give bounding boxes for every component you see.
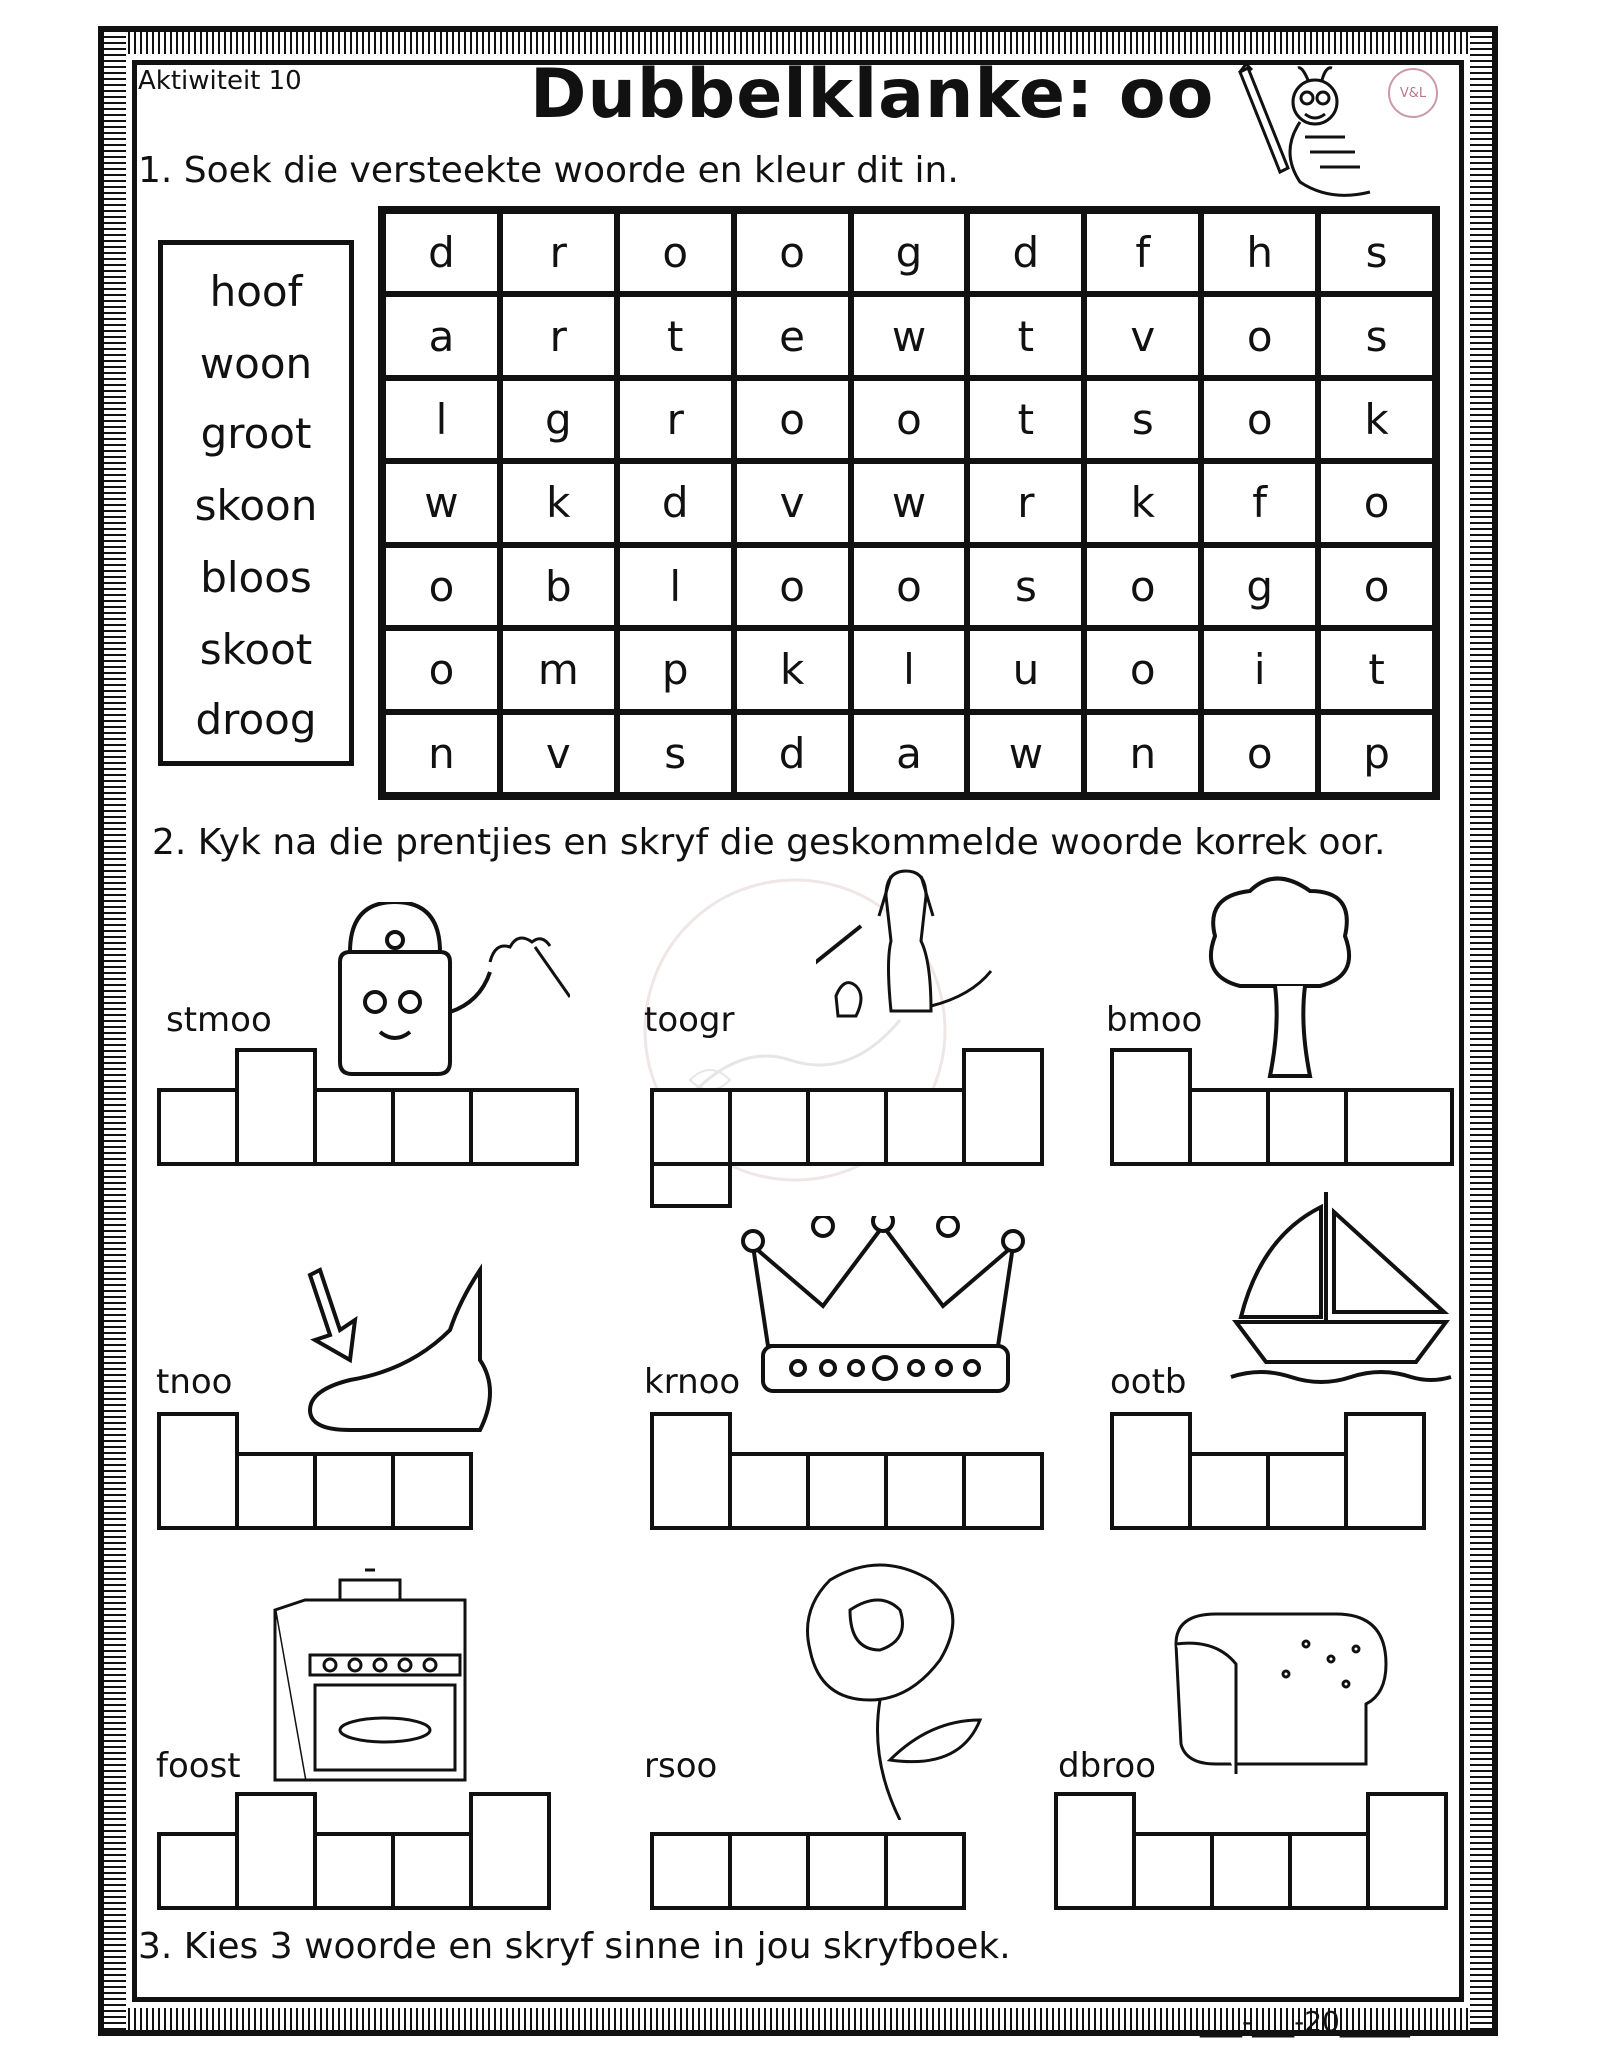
grid-cell[interactable]: d: [967, 211, 1084, 294]
page-title: Dubbelklanke: oo: [530, 55, 1215, 134]
grid-cell[interactable]: v: [734, 461, 851, 544]
instruction-3: 3. Kies 3 woorde en skryf sinne in jou skryfboek.: [138, 1926, 1011, 1967]
grid-cell[interactable]: t: [1318, 628, 1435, 711]
grid-cell[interactable]: s: [1084, 378, 1201, 461]
grid-cell[interactable]: d: [383, 211, 500, 294]
grid-cell[interactable]: o: [383, 628, 500, 711]
letter-box[interactable]: [1110, 1048, 1192, 1166]
letter-box[interactable]: [313, 1832, 395, 1910]
grid-cell[interactable]: o: [617, 211, 734, 294]
grid-cell[interactable]: o: [383, 545, 500, 628]
stove-icon: [270, 1560, 470, 1790]
grid-cell[interactable]: g: [500, 378, 617, 461]
grid-cell[interactable]: w: [851, 294, 968, 377]
scrambled-word-toogr: toogr: [644, 1000, 735, 1040]
scrambled-word-stmoo: stmoo: [166, 1000, 272, 1040]
grid-cell[interactable]: o: [1318, 545, 1435, 628]
letter-box[interactable]: [884, 1832, 966, 1910]
grid-cell[interactable]: o: [1318, 461, 1435, 544]
grid-cell[interactable]: p: [1318, 712, 1435, 795]
grid-cell[interactable]: s: [1318, 211, 1435, 294]
grid-cell[interactable]: w: [851, 461, 968, 544]
grid-cell[interactable]: s: [967, 545, 1084, 628]
letter-box[interactable]: [235, 1452, 317, 1530]
grid-cell[interactable]: l: [617, 545, 734, 628]
word-list-item: skoot: [199, 625, 313, 674]
letter-box[interactable]: [235, 1792, 317, 1910]
scrambled-word-foost: foost: [156, 1746, 241, 1786]
instruction-2: 2. Kyk na die prentjies en skryf die geskommelde woorde korrek oor.: [152, 822, 1386, 863]
letter-box[interactable]: [391, 1088, 473, 1166]
letter-box[interactable]: [884, 1088, 966, 1166]
letter-box[interactable]: [1054, 1792, 1136, 1910]
word-list-item: droog: [195, 695, 317, 744]
grid-cell[interactable]: o: [734, 211, 851, 294]
word-list-item: bloos: [200, 553, 312, 602]
grid-cell[interactable]: o: [734, 545, 851, 628]
grid-cell[interactable]: o: [1201, 294, 1318, 377]
grid-cell[interactable]: w: [383, 461, 500, 544]
letter-box[interactable]: [650, 1412, 732, 1530]
grid-cell[interactable]: r: [500, 211, 617, 294]
grid-cell[interactable]: r: [967, 461, 1084, 544]
grid-cell[interactable]: d: [617, 461, 734, 544]
scrambled-word-tnoo: tnoo: [156, 1362, 233, 1402]
word-list-item: groot: [200, 409, 312, 458]
letter-box[interactable]: [1288, 1832, 1370, 1910]
letter-box[interactable]: [650, 1832, 732, 1910]
grid-cell[interactable]: l: [851, 628, 968, 711]
grid-cell[interactable]: n: [1084, 712, 1201, 795]
rose-icon: [770, 1560, 1010, 1820]
dog-icon: [816, 866, 1006, 1026]
letter-box[interactable]: [1266, 1088, 1348, 1166]
grid-cell[interactable]: t: [967, 378, 1084, 461]
letter-box[interactable]: [1344, 1412, 1426, 1530]
bread-icon: [1156, 1604, 1396, 1784]
word-list-item: skoon: [194, 481, 318, 530]
grid-cell[interactable]: g: [851, 211, 968, 294]
grid-cell[interactable]: o: [1201, 712, 1318, 795]
grid-cell[interactable]: w: [967, 712, 1084, 795]
border-pattern-right: [1470, 32, 1492, 2030]
activity-label: Aktiwiteit 10: [138, 66, 302, 96]
grid-cell[interactable]: g: [1201, 545, 1318, 628]
word-list-item: woon: [199, 339, 313, 388]
scrambled-word-bmoo: bmoo: [1106, 1000, 1203, 1040]
letter-box[interactable]: [1188, 1452, 1270, 1530]
border-pattern-top: [104, 32, 1492, 54]
word-search-grid: [378, 206, 1440, 800]
grid-cell[interactable]: e: [734, 294, 851, 377]
grid-cell[interactable]: k: [1318, 378, 1435, 461]
grid-cell[interactable]: f: [1201, 461, 1318, 544]
grid-cell[interactable]: t: [967, 294, 1084, 377]
word-list-box: [158, 240, 354, 766]
grid-cell[interactable]: v: [1084, 294, 1201, 377]
grid-cell[interactable]: p: [617, 628, 734, 711]
grid-cell[interactable]: o: [1201, 378, 1318, 461]
letter-box[interactable]: [806, 1088, 888, 1166]
letter-box[interactable]: [157, 1832, 239, 1910]
grid-cell[interactable]: k: [500, 461, 617, 544]
grid-cell[interactable]: o: [851, 545, 968, 628]
grid-cell[interactable]: d: [734, 712, 851, 795]
grid-cell[interactable]: f: [1084, 211, 1201, 294]
grid-cell[interactable]: r: [617, 378, 734, 461]
instruction-1: 1. Soek die versteekte woorde en kleur dit in.: [138, 150, 959, 191]
grid-cell[interactable]: k: [734, 628, 851, 711]
letter-box[interactable]: [235, 1048, 317, 1166]
letter-box[interactable]: [728, 1452, 810, 1530]
grid-cell[interactable]: n: [383, 712, 500, 795]
border-pattern-left: [104, 32, 126, 2030]
scrambled-word-krnoo: krnoo: [644, 1362, 741, 1402]
letter-box-tail[interactable]: [650, 1162, 732, 1208]
scrambled-word-dbroo: dbroo: [1058, 1746, 1156, 1786]
grid-cell[interactable]: l: [383, 378, 500, 461]
grid-cell[interactable]: h: [1201, 211, 1318, 294]
foot-icon: [280, 1260, 550, 1440]
letter-box[interactable]: [806, 1832, 888, 1910]
letter-box[interactable]: [1344, 1088, 1454, 1166]
letter-box[interactable]: [157, 1412, 239, 1530]
grid-cell[interactable]: v: [500, 712, 617, 795]
letter-box[interactable]: [1110, 1412, 1192, 1530]
grid-cell[interactable]: o: [1084, 628, 1201, 711]
letter-box[interactable]: [1210, 1832, 1292, 1910]
worm-with-pencil-icon: [1220, 62, 1380, 212]
letter-box[interactable]: [391, 1452, 473, 1530]
letter-box[interactable]: [806, 1452, 888, 1530]
grid-cell[interactable]: s: [1318, 294, 1435, 377]
grid-cell[interactable]: b: [500, 545, 617, 628]
grid-cell[interactable]: i: [1201, 628, 1318, 711]
word-list-item: hoof: [209, 267, 303, 316]
letter-box[interactable]: [650, 1088, 732, 1166]
kettle-icon: [330, 902, 570, 1092]
grid-cell[interactable]: s: [617, 712, 734, 795]
grid-cell[interactable]: a: [383, 294, 500, 377]
date-line[interactable]: ___-___-20_____: [1200, 2005, 1410, 2038]
letter-box[interactable]: [884, 1452, 966, 1530]
boat-icon: [1226, 1182, 1456, 1392]
letter-box[interactable]: [469, 1792, 551, 1910]
grid-cell[interactable]: a: [851, 712, 968, 795]
letter-box[interactable]: [469, 1088, 579, 1166]
letter-box[interactable]: [1266, 1452, 1348, 1530]
grid-cell[interactable]: o: [1084, 545, 1201, 628]
letter-box[interactable]: [157, 1088, 239, 1166]
grid-cell[interactable]: r: [500, 294, 617, 377]
letter-box[interactable]: [962, 1048, 1044, 1166]
letter-box[interactable]: [728, 1088, 810, 1166]
grid-cell[interactable]: k: [1084, 461, 1201, 544]
letter-box[interactable]: [391, 1832, 473, 1910]
letter-box[interactable]: [962, 1452, 1044, 1530]
grid-cell[interactable]: m: [500, 628, 617, 711]
letter-box[interactable]: [1132, 1832, 1214, 1910]
scrambled-word-ootb: ootb: [1110, 1362, 1187, 1402]
letter-box[interactable]: [728, 1832, 810, 1910]
grid-cell[interactable]: o: [734, 378, 851, 461]
crown-icon: [738, 1216, 1028, 1396]
letter-box[interactable]: [1188, 1088, 1270, 1166]
scrambled-word-rsoo: rsoo: [644, 1746, 718, 1786]
grid-cell[interactable]: o: [851, 378, 968, 461]
tree-icon: [1200, 876, 1390, 1086]
brand-logo: V&L: [1388, 68, 1438, 118]
letter-box[interactable]: [313, 1088, 395, 1166]
letter-box[interactable]: [313, 1452, 395, 1530]
letter-box[interactable]: [1366, 1792, 1448, 1910]
grid-cell[interactable]: u: [967, 628, 1084, 711]
grid-cell[interactable]: t: [617, 294, 734, 377]
